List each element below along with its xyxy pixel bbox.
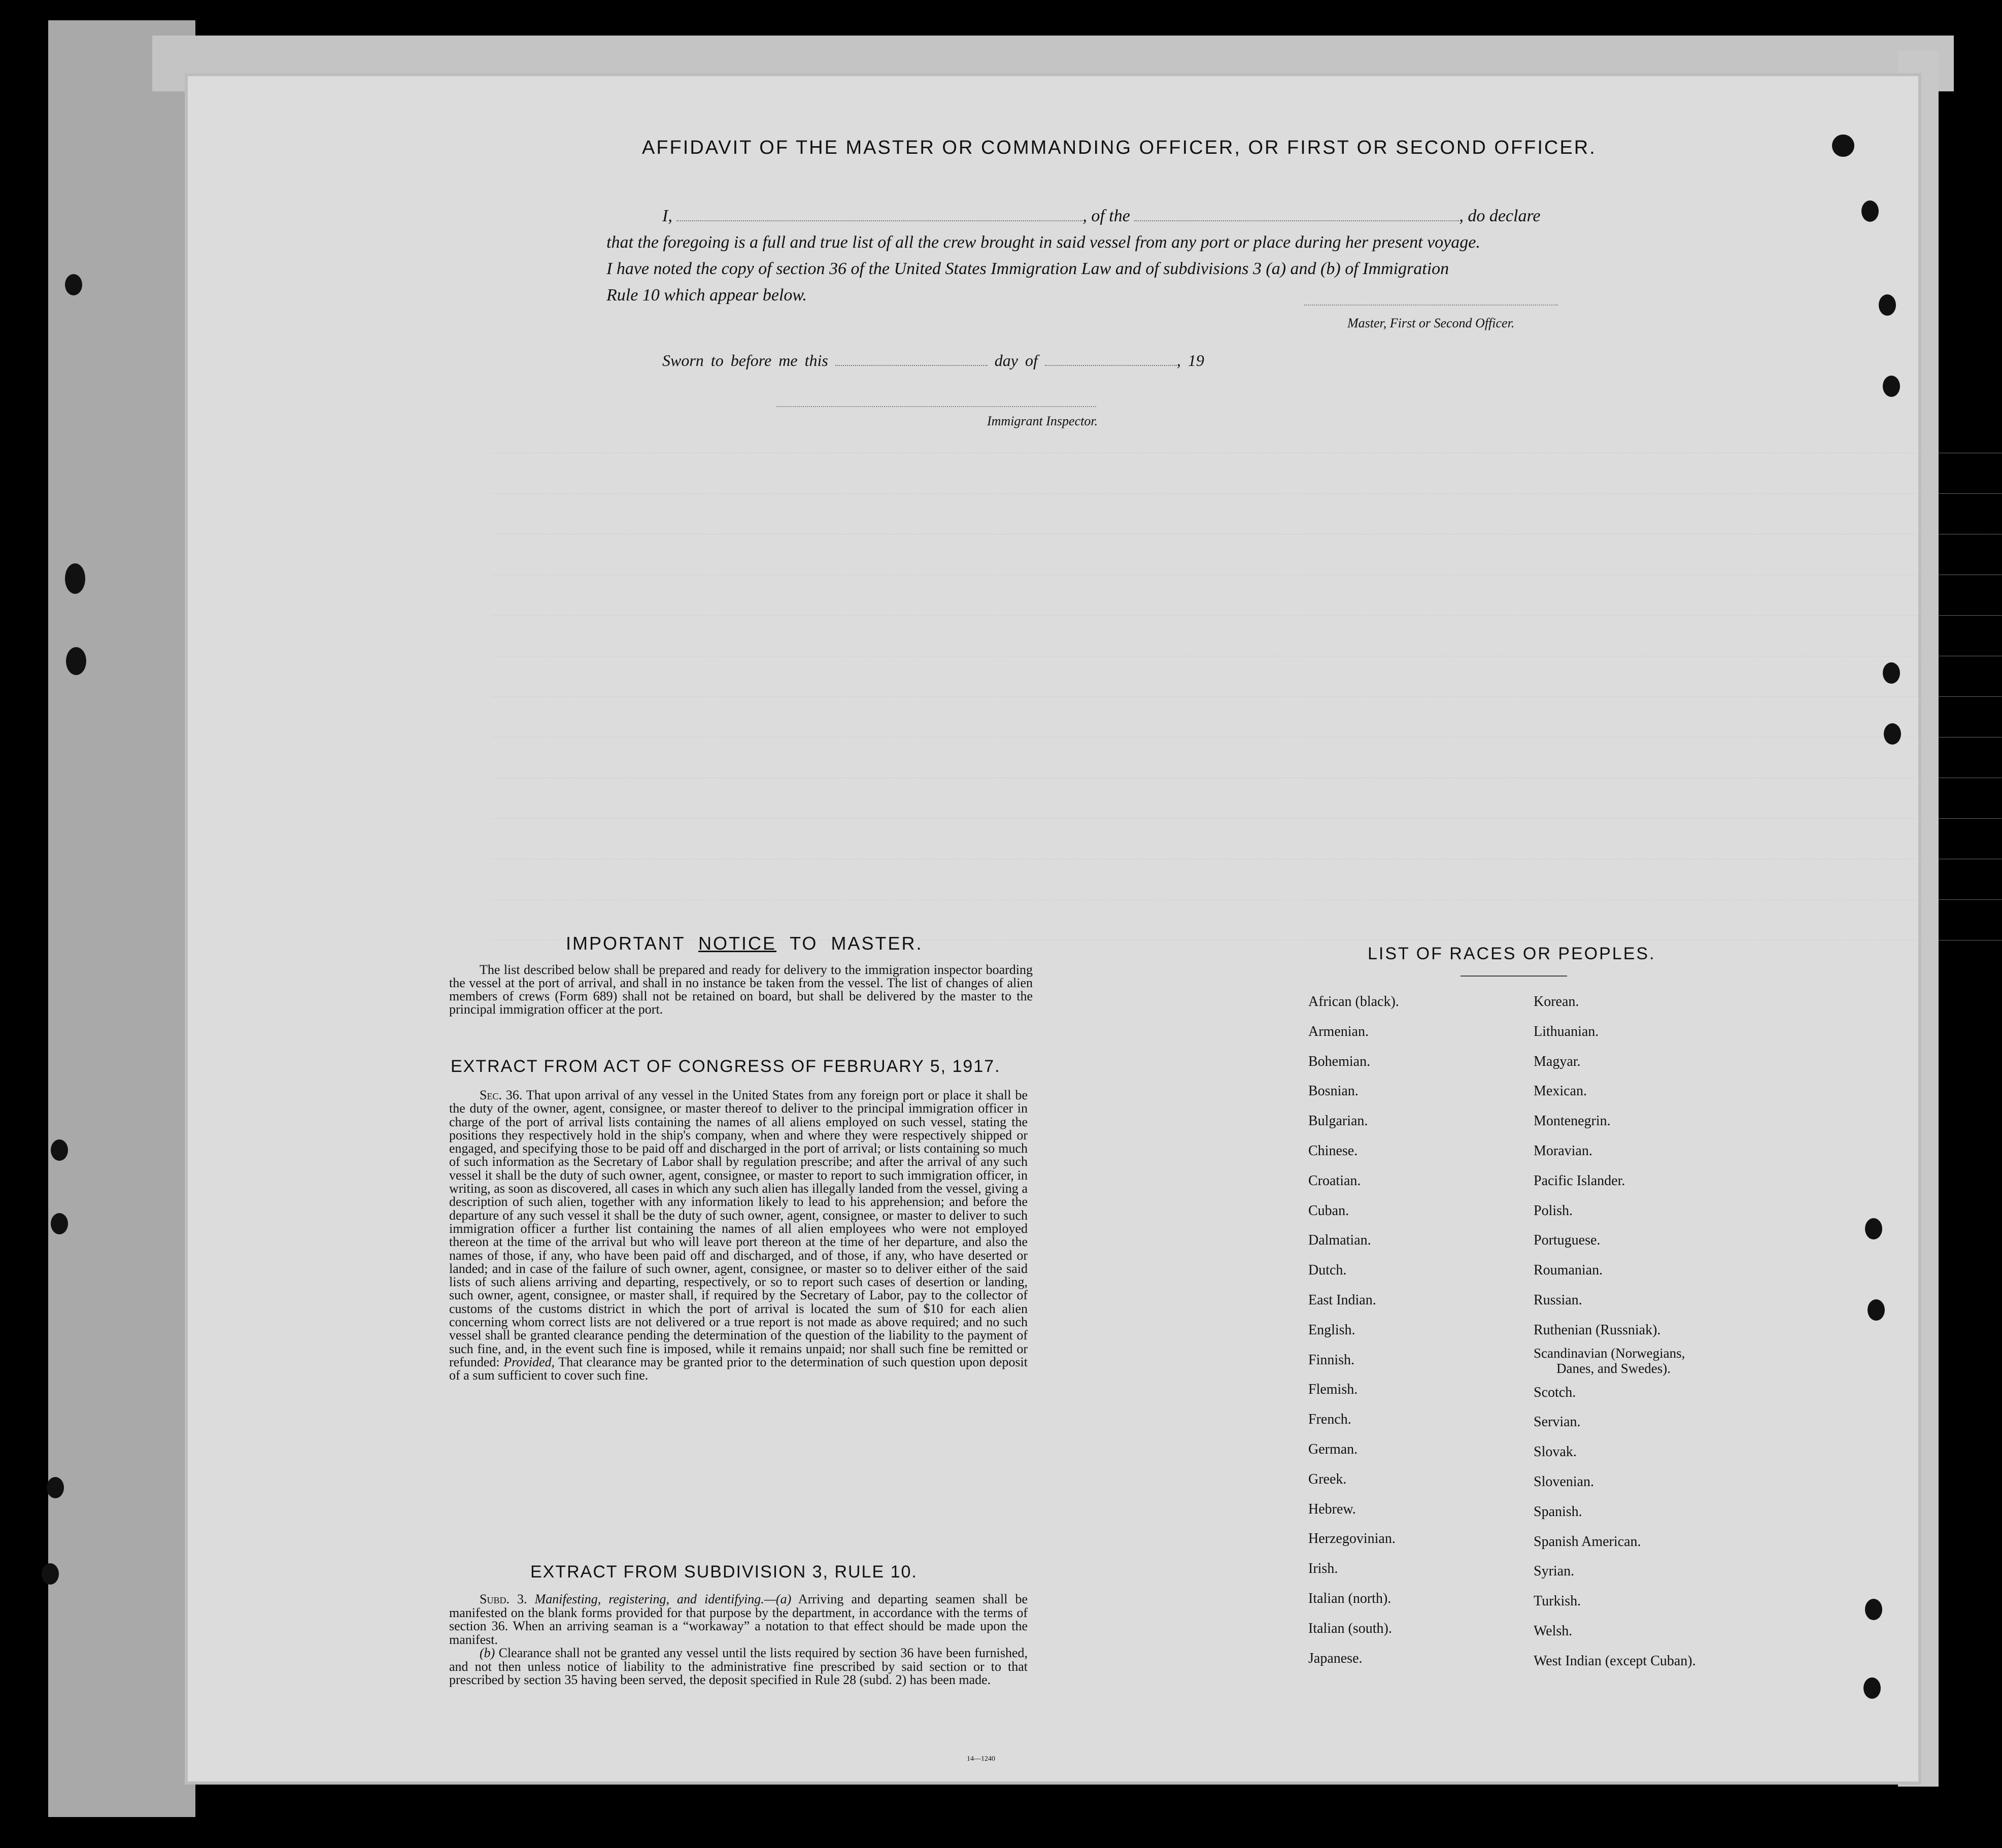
race-item: Syrian.	[1534, 1563, 1575, 1580]
binder-hole	[66, 647, 86, 675]
binder-hole	[1865, 1599, 1882, 1620]
affidavit-heading: AFFIDAVIT OF THE MASTER OR COMMANDING OFFICER, OR FIRST OR SECOND OFFICER.	[642, 137, 1597, 158]
declaration-i: I,	[662, 207, 672, 225]
section-label: Sec. 36.	[480, 1088, 523, 1102]
binder-hole	[65, 563, 85, 594]
race-item: Magyar.	[1534, 1053, 1581, 1069]
inspector-caption: Immigrant Inspector.	[987, 414, 1098, 428]
race-item: Slovenian.	[1534, 1473, 1594, 1490]
notice-heading-word: NOTICE	[698, 933, 777, 954]
binder-hole	[47, 1477, 64, 1498]
section-body-end: That clearance may be granted prior to the determination of such question upon deposit of a sum sufficient to cover such fine.	[449, 1354, 1028, 1383]
bleed-through-row	[492, 817, 2002, 819]
binder-hole	[1879, 294, 1896, 316]
bleed-through-row	[492, 858, 2002, 859]
race-item: Flemish.	[1308, 1382, 1358, 1398]
race-item: Chinese.	[1308, 1143, 1358, 1159]
day-field[interactable]	[835, 365, 988, 366]
form-number: 14—1240	[967, 1755, 995, 1763]
race-item: Roumanian.	[1534, 1262, 1603, 1279]
subdivision-text	[449, 1593, 1028, 1687]
race-item: Bohemian.	[1308, 1053, 1371, 1069]
declaration-line-3: I have noted the copy of section 36 of the United States Immigration Law and of subdivisions 3 (a) and (b) of Immigration	[606, 259, 1449, 278]
bleed-through-text	[487, 167, 503, 190]
subd-title: Manifesting, registering, and identifying.—(a)	[534, 1592, 792, 1606]
race-item: Japanese.	[1308, 1650, 1363, 1666]
race-item: Welsh.	[1534, 1623, 1573, 1639]
rule-extract-heading: EXTRACT FROM SUBDIVISION 3, RULE 10.	[530, 1562, 918, 1582]
race-item: Cuban.	[1308, 1202, 1349, 1219]
act-extract-heading: EXTRACT FROM ACT OF CONGRESS OF FEBRUARY 5, 1917.	[451, 1057, 1001, 1076]
bleed-through-row	[492, 777, 2002, 778]
para-a-text: Arriving and departing seamen shall be manifested on the blank forms provided for that purpose by the department, in accordance with the terms of section 36. When an arriving seaman is a “workaway” a notation to that effect should be made upon the manifest.	[449, 1592, 1028, 1647]
race-item: Spanish American.	[1534, 1533, 1641, 1550]
race-item: Greek.	[1308, 1471, 1347, 1487]
race-item: Ruthenian (Russniak).	[1534, 1322, 1661, 1338]
race-item: French.	[1308, 1412, 1351, 1428]
binder-hole	[1884, 723, 1901, 745]
race-item: English.	[1308, 1322, 1355, 1338]
race-item: Croatian.	[1308, 1172, 1361, 1189]
race-item: Italian (south).	[1308, 1620, 1392, 1636]
race-item: Pacific Islander.	[1534, 1172, 1625, 1189]
binder-hole	[1868, 1299, 1885, 1321]
race-item: Polish.	[1534, 1202, 1573, 1219]
bleed-through-row	[492, 492, 2002, 494]
race-item: German.	[1308, 1441, 1358, 1457]
notice-heading	[566, 933, 923, 954]
race-item: Lithuanian.	[1534, 1023, 1599, 1039]
declaration-do-declare: , do declare	[1459, 207, 1541, 225]
bleed-through-row	[492, 533, 2002, 534]
year-text: , 19	[1176, 351, 1204, 369]
notice-heading-word: IMPORTANT	[566, 933, 686, 954]
binder-hole	[1865, 1218, 1882, 1239]
race-item: Armenian.	[1308, 1023, 1369, 1039]
vessel-field[interactable]	[1134, 220, 1459, 221]
binder-hole	[1883, 662, 1900, 684]
notice-text: The list described below shall be prepared and ready for delivery to the immigration inspector boarding the vessel at the port of arrival, and shall in no instance be taken from the vessel. The list of changes of alien members of crews (Form 689) shall not be retained on board, but shall be delivered by the master to the principal immigration officer at the port.	[449, 962, 1033, 1017]
races-column-2	[1534, 987, 1696, 1676]
binder-hole	[1861, 200, 1879, 222]
name-field[interactable]	[676, 220, 1082, 221]
race-item: West Indian (except Cuban).	[1534, 1653, 1696, 1669]
races-heading: LIST OF RACES OR PEOPLES.	[1368, 944, 1656, 963]
race-item: Dutch.	[1308, 1262, 1347, 1279]
signature-caption: Master, First or Second Officer.	[1347, 316, 1515, 330]
sworn-text: Sworn to before me this	[662, 351, 828, 369]
sworn-line	[662, 351, 1204, 370]
section-body: That upon arrival of any vessel in the United States from any foreign port or place it shall be the duty of the owner, agent, consignee, or master thereof to deliver to the principal immigration officer in charge of the port of arrival lists containing the names of all aliens employed on such vessel, stating the positions they respectively hold in the ship's company, when and where they were respectively shipped or engaged, and specifying those to be paid off and discharged in the port of arrival; or lists containing so much of such information as the Secretary of Labor shall by regulation prescribe; and after the arrival of any such vessel it shall be the duty of such owner, agent, consignee, or master to report to such immigration officer, in writing, as soon as discovered, all cases in which any such alien has illegally landed from the vessel, giving a description of such alien, together with any information likely to lead to his apprehension; and before the departure of any such vessel it shall be the duty of such owner, agent, consignee, or master to deliver to such immigration officer a further list containing the names of all alien employees who were not employed thereon at the time of the arrival but who will leave port thereon at the time of her departure, and also the names of those, if any, who have been paid off and discharged, and of those, if any, who have deserted or landed; and in case of the failure of such owner, agent, consignee, or master so to deliver either of the said lists of such aliens arriving and departing, respectively, or so to report such cases of desertion or landing, such owner, agent, consignee, or master shall, if required by the Secretary of Labor, pay to the collector of customs of the customs district in which the port of arrival is located the sum of $10 for each alien concerning whom correct lists are not delivered or a true report is not made as above required; and no such vessel shall be granted clearance pending the determination of the question of the liability to the payment of such fine, and, in the event such fine is imposed, while it remains unpaid; nor shall such fine be remitted or refunded:	[449, 1088, 1028, 1369]
races-column-1	[1308, 987, 1399, 1673]
binder-hole	[51, 1213, 68, 1234]
notice-heading-word: MASTER.	[831, 933, 923, 954]
inspector-signature-line[interactable]	[776, 406, 1096, 407]
race-item: Russian.	[1534, 1292, 1582, 1308]
section-36-text	[449, 1089, 1028, 1383]
bleed-through-row	[492, 736, 2002, 737]
race-item: Irish.	[1308, 1561, 1338, 1577]
race-item: Slovak.	[1534, 1444, 1577, 1460]
race-item: East Indian.	[1308, 1292, 1376, 1308]
binder-hole	[1832, 135, 1854, 157]
race-item: Portuguese.	[1534, 1232, 1601, 1249]
bleed-through-row	[492, 574, 2002, 575]
race-item: African (black).	[1308, 994, 1399, 1010]
race-item: Mexican.	[1534, 1083, 1587, 1099]
races-rule	[1461, 976, 1567, 977]
month-field[interactable]	[1045, 365, 1177, 366]
para-b	[449, 1647, 1028, 1687]
bleed-through-row	[492, 614, 2002, 616]
race-item-line: Danes, and Swedes).	[1556, 1360, 1671, 1376]
race-item: Scotch.	[1534, 1384, 1576, 1400]
binder-hole	[1883, 376, 1900, 397]
race-item: Servian.	[1534, 1414, 1581, 1430]
declaration-of-the: , of the	[1082, 207, 1130, 225]
declaration-line-1	[606, 203, 1581, 229]
race-item-line: Scandinavian (Norwegians,	[1534, 1345, 1685, 1361]
binder-hole	[1863, 1677, 1881, 1699]
binder-hole	[51, 1139, 68, 1161]
race-item: Italian (north).	[1308, 1590, 1392, 1606]
para-a	[449, 1593, 1028, 1647]
race-item: Moravian.	[1534, 1143, 1592, 1159]
bleed-through-row	[492, 452, 2002, 453]
declaration-line-2: that the foregoing is a full and true list of all the crew brought in said vessel from any port or place during her present voyage.	[606, 233, 1480, 252]
para-b-label: (b)	[480, 1645, 495, 1660]
affidavit-declaration	[606, 203, 1581, 309]
binder-hole	[42, 1563, 59, 1585]
race-item: Dalmatian.	[1308, 1232, 1371, 1249]
race-item: Spanish.	[1534, 1503, 1582, 1520]
declaration-line-4: Rule 10 which appear below.	[606, 286, 807, 305]
bleed-through-row	[492, 898, 2002, 900]
race-item: Bosnian.	[1308, 1083, 1359, 1099]
provided-word: Provided,	[503, 1354, 555, 1369]
signature-line[interactable]	[1304, 305, 1558, 306]
race-item-scandinavian	[1534, 1346, 1696, 1378]
race-item: Bulgarian.	[1308, 1113, 1368, 1129]
subd-label: Subd. 3.	[480, 1592, 527, 1606]
para-b-text: Clearance shall not be granted any vessel until the lists required by section 36 have been furnished, and not then unless notice of liability to the administrative fine prescribed by said section or to that prescribed by section 35 having been served, the deposit specified in Rule 28 (subd. 2) has been made.	[449, 1645, 1028, 1687]
race-item: Montenegrin.	[1534, 1113, 1611, 1129]
notice-heading-word: TO	[790, 933, 818, 954]
binder-hole	[65, 274, 82, 295]
race-item: Finnish.	[1308, 1352, 1355, 1368]
race-item: Hebrew.	[1308, 1501, 1356, 1517]
race-item: Herzegovinian.	[1308, 1531, 1396, 1547]
bleed-through-row	[492, 655, 2002, 656]
day-of-text: day of	[994, 351, 1038, 369]
race-item: Turkish.	[1534, 1593, 1581, 1609]
race-item: Korean.	[1534, 994, 1579, 1010]
bleed-through-row	[492, 695, 2002, 697]
